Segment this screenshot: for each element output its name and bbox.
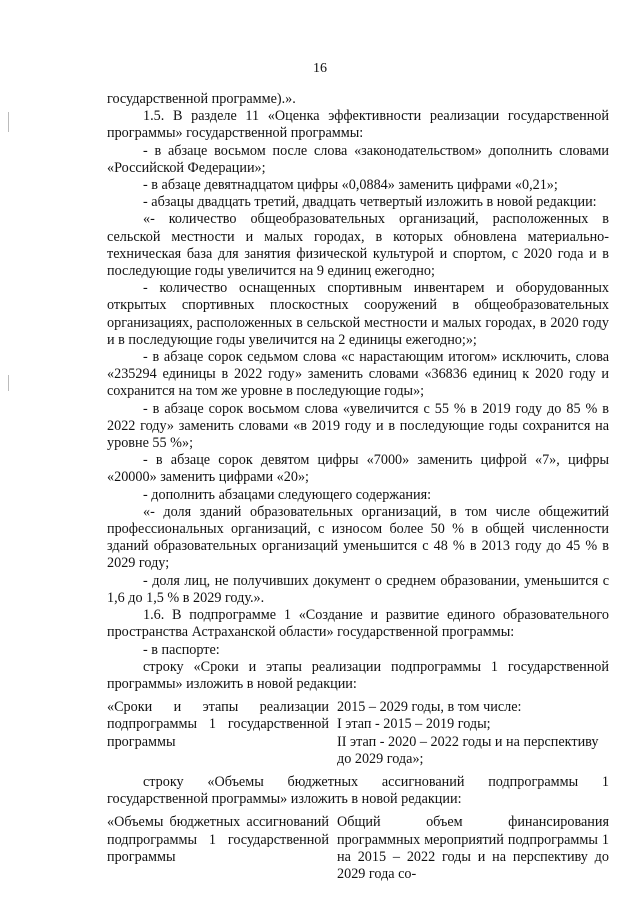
table-cell-label: «Сроки и этапы реализации подпрограммы 1 государственной программы	[107, 699, 329, 750]
table-cell-value: Общий объем финансирования программных мероприятий подпрограммы 1 на 2015 – 2022 годы и на перспективу до 2029 года со-	[337, 814, 609, 882]
scan-margin-mark	[8, 375, 9, 391]
paragraph: - дополнить абзацами следующего содержания:	[143, 486, 432, 503]
passport-table-terms	[107, 699, 609, 768]
document-body	[107, 91, 609, 883]
page-number: 16	[313, 61, 327, 76]
paragraph: - в абзаце сорок восьмом слова «увеличится с 55 % в 2019 году до 85 % в 2022 году» заменить словами «в 2019 году и в последующие годы сохранится на уровне 55 %»;	[107, 400, 609, 452]
paragraph: строку «Сроки и этапы реализации подпрограммы 1 государственной программы» изложить в новой редакции:	[107, 658, 609, 692]
table-cell-value	[337, 699, 609, 768]
table-cell-label: «Объемы бюджетных ассигнований подпрограммы 1 государственной программы	[107, 814, 329, 865]
passport-table-budget	[107, 814, 609, 883]
table-line: I этап - 2015 – 2019 годы;	[337, 716, 491, 733]
paragraph: - в паспорте:	[143, 641, 220, 658]
section-heading: 1.6. В подпрограмме 1 «Создание и развитие единого образовательного пространства Астраханской области» государственной программы:	[107, 607, 609, 641]
paragraph: - количество оснащенных спортивным инвентарем и оборудованных открытых спортивных плоскостных сооружений в общеобразовательных организациях, расположенных в сельской местности и малых городах, в 2020 году и в последующие годы увеличится на 2 единицы ежегодно;»;	[107, 280, 609, 348]
paragraph: строку «Объемы бюджетных ассигнований подпрограммы 1 государственной программы» изложить в новой редакции:	[107, 773, 609, 808]
paragraph: - в абзаце сорок девятом цифры «7000» заменить цифрой «7», цифры «20000» заменить цифрами «20»;	[107, 452, 609, 486]
table-line: II этап - 2020 – 2022 годы и на перспективу до 2029 года»;	[337, 733, 599, 767]
paragraph: - в абзаце девятнадцатом цифры «0,0884» заменить цифрами «0,21»;	[143, 177, 558, 194]
paragraph: - в абзаце восьмом после слова «законодательством» дополнить словами «Российской Федерации»;	[107, 142, 609, 176]
paragraph: - абзацы двадцать третий, двадцать четвертый изложить в новой редакции:	[143, 194, 597, 211]
scan-margin-mark	[8, 112, 9, 132]
paragraph: «- количество общеобразовательных организаций, расположенных в сельской местности и малых городах, в которых обновлена материально-техническая база для занятия физической культурой и спортом, с 2020 года и в последующие годы увеличится на 9 единиц ежегодно;	[107, 211, 609, 280]
paragraph: «- доля зданий образовательных организаций, в том числе общежитий профессиональных организаций, с износом более 50 % в общей численности зданий образовательных организаций уменьшится с 48 % в 2013 году до 45 % в 2029 году;	[107, 503, 609, 572]
section-heading: 1.5. В разделе 11 «Оценка эффективности реализации государственной программы» государственной программы:	[107, 108, 609, 142]
paragraph: - доля лиц, не получивших документ о среднем образовании, уменьшится с 1,6 до 1,5 % в 2029 году.».	[107, 572, 609, 606]
paragraph: - в абзаце сорок седьмом слова «с нарастающим итогом» исключить, слова «235294 единицы в 2022 году» заменить словами «36836 единиц к 2020 году и сохранится на том же уровне в последующие годы»;	[107, 349, 609, 400]
paragraph: государственной программе).».	[107, 91, 296, 107]
table-line: 2015 – 2029 годы, в том числе:	[337, 699, 522, 716]
